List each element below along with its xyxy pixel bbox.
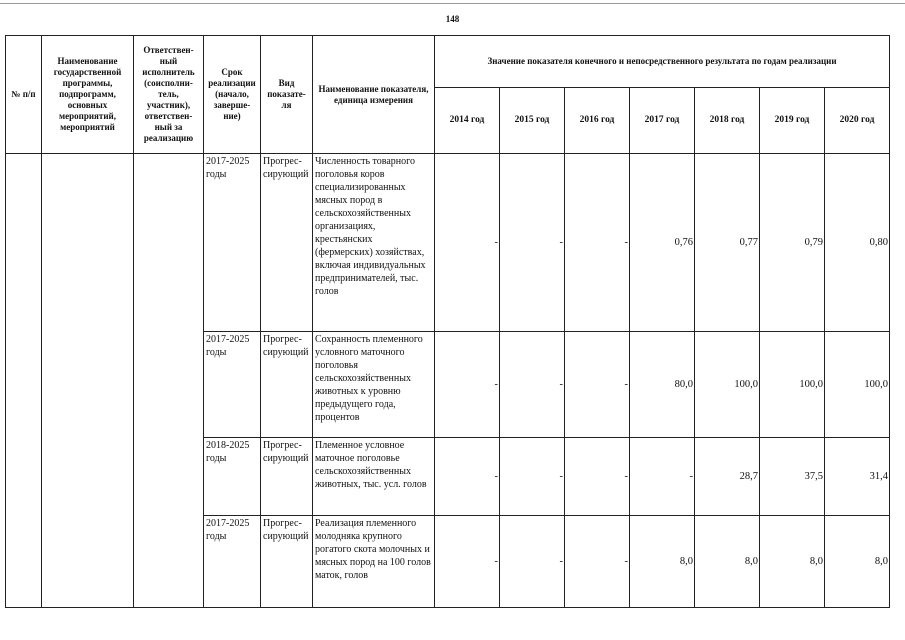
cell-executor-empty (134, 154, 204, 608)
page-number: 148 (445, 14, 460, 24)
cell-period: 2017-2025 годы (204, 332, 261, 438)
cell-value: 100,0 (760, 332, 825, 438)
cell-value: 80,0 (630, 332, 695, 438)
cell-value: 100,0 (825, 332, 890, 438)
cell-value: 8,0 (760, 516, 825, 608)
cell-value: 8,0 (695, 516, 760, 608)
cell-value: - (500, 332, 565, 438)
cell-value: 8,0 (825, 516, 890, 608)
cell-value: 0,79 (760, 154, 825, 332)
header-year: 2015 год (500, 88, 565, 154)
cell-indicator: Численность товарного поголовья коров специализированных мясных пород в сельскохозяйственных организациях, крестьянских (фермерских) хозяйствах, включая индивидуальных предпринимателей, тыс. голов (313, 154, 435, 332)
cell-value: - (500, 516, 565, 608)
cell-value: - (500, 438, 565, 516)
header-year: 2019 год (760, 88, 825, 154)
header-year: 2020 год (825, 88, 890, 154)
cell-value: 0,80 (825, 154, 890, 332)
cell-type: Прогрес-сирующий (261, 516, 313, 608)
cell-period: 2017-2025 годы (204, 516, 261, 608)
cell-value: 0,77 (695, 154, 760, 332)
indicators-table (5, 35, 890, 608)
cell-indicator: Реализация племенного молодняка крупного рогатого скота молочных и мясных пород на 100 голов маток, голов (313, 516, 435, 608)
cell-no-empty (6, 154, 42, 608)
cell-value: 100,0 (695, 332, 760, 438)
cell-value: 0,76 (630, 154, 695, 332)
header-year: 2018 год (695, 88, 760, 154)
cell-program-empty (42, 154, 134, 608)
header-period: Срок реализации (начало, заверше-ние) (204, 36, 261, 154)
cell-value: - (565, 154, 630, 332)
cell-period: 2017-2025 годы (204, 154, 261, 332)
cell-indicator: Племенное условное маточное поголовье сельскохозяйственных животных, тыс. усл. голов (313, 438, 435, 516)
header-no: № п/п (6, 36, 42, 154)
cell-value: - (565, 332, 630, 438)
cell-value: - (630, 438, 695, 516)
header-executor: Ответствен-ный исполнитель (соисполни-тель, участник), ответствен-ный за реализацию (134, 36, 204, 154)
header-program: Наименование государственной программы, подпрограмм, основных мероприятий, мероприятий (42, 36, 134, 154)
cell-period: 2018-2025 годы (204, 438, 261, 516)
header-year: 2014 год (435, 88, 500, 154)
cell-value: 37,5 (760, 438, 825, 516)
cell-type: Прогрес-сирующий (261, 154, 313, 332)
cell-value: - (500, 154, 565, 332)
cell-value: - (435, 438, 500, 516)
cell-value: - (435, 332, 500, 438)
top-rule (0, 3, 905, 4)
table-row (6, 154, 890, 332)
header-type: Вид показате-ля (261, 36, 313, 154)
cell-value: 28,7 (695, 438, 760, 516)
header-year: 2017 год (630, 88, 695, 154)
cell-value: - (565, 438, 630, 516)
cell-value: - (435, 516, 500, 608)
cell-value: - (435, 154, 500, 332)
cell-value: - (565, 516, 630, 608)
header-values: Значение показателя конечного и непосредственного результата по годам реализации (435, 36, 890, 88)
cell-type: Прогрес-сирующий (261, 438, 313, 516)
header-indicator: Наименование показателя, единица измерения (313, 36, 435, 154)
cell-value: 8,0 (630, 516, 695, 608)
cell-value: 31,4 (825, 438, 890, 516)
cell-type: Прогрес-сирующий (261, 332, 313, 438)
header-year: 2016 год (565, 88, 630, 154)
cell-indicator: Сохранность племенного условного маточного поголовья сельскохозяйственных животных к уровню предыдущего года, процентов (313, 332, 435, 438)
